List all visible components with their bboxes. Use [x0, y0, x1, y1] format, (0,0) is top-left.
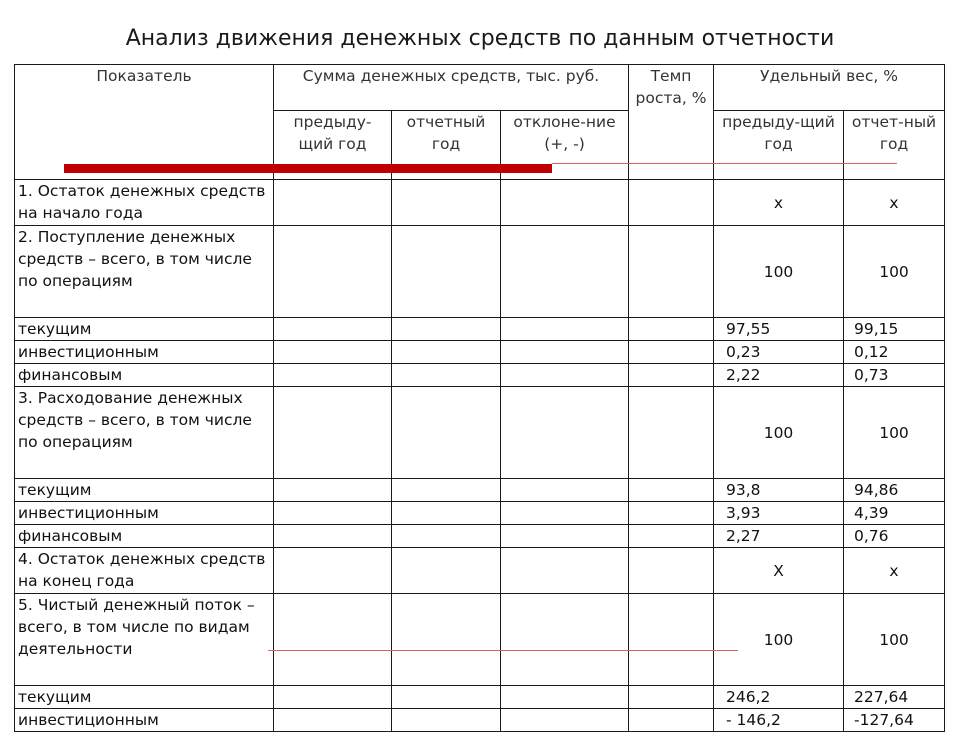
table-row: [15, 318, 945, 341]
header-prev-year: предыду-щий год: [274, 111, 392, 180]
cell-growth-rate: [629, 341, 714, 364]
cell-report-year: [392, 709, 501, 732]
cell-growth-rate: [629, 594, 714, 686]
cell-report-year: [392, 364, 501, 387]
table-row: [15, 548, 945, 594]
cell-growth-rate: [629, 387, 714, 479]
cell-report-year: [392, 180, 501, 226]
cell-deviation: [501, 226, 629, 318]
cell-share-prev: 100: [714, 226, 844, 318]
table-row: [15, 594, 945, 686]
cell-deviation: [501, 502, 629, 525]
cell-growth-rate: [629, 479, 714, 502]
row-label: текущим: [15, 686, 274, 709]
cell-growth-rate: [629, 318, 714, 341]
cell-share-prev: 100: [714, 594, 844, 686]
cell-share-prev: 100: [714, 387, 844, 479]
cell-deviation: [501, 341, 629, 364]
cell-share-report: 100: [844, 594, 945, 686]
cell-deviation: [501, 525, 629, 548]
cell-share-report: -127,64: [844, 709, 945, 732]
table-row: [15, 180, 945, 226]
row-label: 1. Остаток денежных средств на начало года: [15, 180, 274, 226]
cell-deviation: [501, 318, 629, 341]
cell-share-report: х: [844, 548, 945, 594]
row-label: инвестиционным: [15, 709, 274, 732]
table-row: [15, 686, 945, 709]
row-label: финансовым: [15, 525, 274, 548]
cell-report-year: [392, 341, 501, 364]
table-row: [15, 341, 945, 364]
cell-report-year: [392, 548, 501, 594]
red-underline: [268, 650, 738, 651]
cell-deviation: [501, 180, 629, 226]
cell-share-prev: 3,93: [714, 502, 844, 525]
cell-prev-year: [274, 387, 392, 479]
table-row: [15, 387, 945, 479]
cell-report-year: [392, 318, 501, 341]
cell-report-year: [392, 226, 501, 318]
cell-prev-year: [274, 479, 392, 502]
row-label: 4. Остаток денежных средств на конец года: [15, 548, 274, 594]
cell-deviation: [501, 709, 629, 732]
cell-growth-rate: [629, 525, 714, 548]
cell-prev-year: [274, 318, 392, 341]
cell-share-prev: 0,23: [714, 341, 844, 364]
cell-deviation: [501, 364, 629, 387]
cell-share-prev: 246,2: [714, 686, 844, 709]
cell-share-prev: - 146,2: [714, 709, 844, 732]
row-label: 3. Расходование денежных средств – всего, в том числе по операциям: [15, 387, 274, 479]
cell-share-report: 0,73: [844, 364, 945, 387]
cell-report-year: [392, 525, 501, 548]
cell-report-year: [392, 502, 501, 525]
cell-share-prev: 2,27: [714, 525, 844, 548]
cell-prev-year: [274, 180, 392, 226]
red-underline: [552, 163, 897, 164]
cell-prev-year: [274, 525, 392, 548]
table-row: [15, 479, 945, 502]
cell-prev-year: [274, 709, 392, 732]
cell-share-prev: 2,22: [714, 364, 844, 387]
cell-report-year: [392, 594, 501, 686]
cell-growth-rate: [629, 502, 714, 525]
table-row: [15, 226, 945, 318]
cell-deviation: [501, 387, 629, 479]
cell-deviation: [501, 548, 629, 594]
header-deviation: отклоне-ние (+, -): [501, 111, 629, 180]
cell-share-report: 100: [844, 226, 945, 318]
cell-share-report: 0,76: [844, 525, 945, 548]
cell-deviation: [501, 479, 629, 502]
table-row: [15, 525, 945, 548]
header-growth-rate: Темп роста, %: [629, 65, 714, 180]
cell-growth-rate: [629, 180, 714, 226]
row-label: инвестиционным: [15, 341, 274, 364]
row-label: текущим: [15, 318, 274, 341]
row-label: инвестиционным: [15, 502, 274, 525]
cell-growth-rate: [629, 548, 714, 594]
row-label: 2. Поступление денежных средств – всего, в том числе по операциям: [15, 226, 274, 318]
header-indicator: Показатель: [15, 65, 274, 180]
cell-prev-year: [274, 686, 392, 709]
table-row: [15, 502, 945, 525]
row-label: финансовым: [15, 364, 274, 387]
cell-growth-rate: [629, 226, 714, 318]
cell-share-report: 94,86: [844, 479, 945, 502]
header-report-year: отчетный год: [392, 111, 501, 180]
header-share-prev: предыду-щий год: [714, 111, 844, 180]
cell-growth-rate: [629, 709, 714, 732]
row-label: 5. Чистый денежный поток – всего, в том числе по видам деятельности: [15, 594, 274, 686]
cell-deviation: [501, 686, 629, 709]
cell-share-report: 99,15: [844, 318, 945, 341]
cell-report-year: [392, 686, 501, 709]
cell-share-report: х: [844, 180, 945, 226]
cell-growth-rate: [629, 364, 714, 387]
cell-share-report: 0,12: [844, 341, 945, 364]
cell-prev-year: [274, 226, 392, 318]
row-label: текущим: [15, 479, 274, 502]
cell-prev-year: [274, 502, 392, 525]
red-highlight-bar: [64, 164, 552, 173]
cell-share-report: 100: [844, 387, 945, 479]
page-title: Анализ движения денежных средств по данным отчетности: [125, 26, 835, 51]
cell-prev-year: [274, 594, 392, 686]
cell-prev-year: [274, 364, 392, 387]
cell-share-report: 227,64: [844, 686, 945, 709]
header-share-report: отчет-ный год: [844, 111, 945, 180]
cell-deviation: [501, 594, 629, 686]
cell-share-prev: 93,8: [714, 479, 844, 502]
cell-share-prev: 97,55: [714, 318, 844, 341]
cell-prev-year: [274, 548, 392, 594]
cell-prev-year: [274, 341, 392, 364]
cell-growth-rate: [629, 686, 714, 709]
header-share-group: Удельный вес, %: [714, 65, 945, 111]
table-row: [15, 709, 945, 732]
cell-share-prev: Х: [714, 548, 844, 594]
header-amount-group: Сумма денежных средств, тыс. руб.: [274, 65, 629, 111]
cell-report-year: [392, 479, 501, 502]
cell-report-year: [392, 387, 501, 479]
table-row: [15, 364, 945, 387]
cell-share-prev: х: [714, 180, 844, 226]
cell-share-report: 4,39: [844, 502, 945, 525]
